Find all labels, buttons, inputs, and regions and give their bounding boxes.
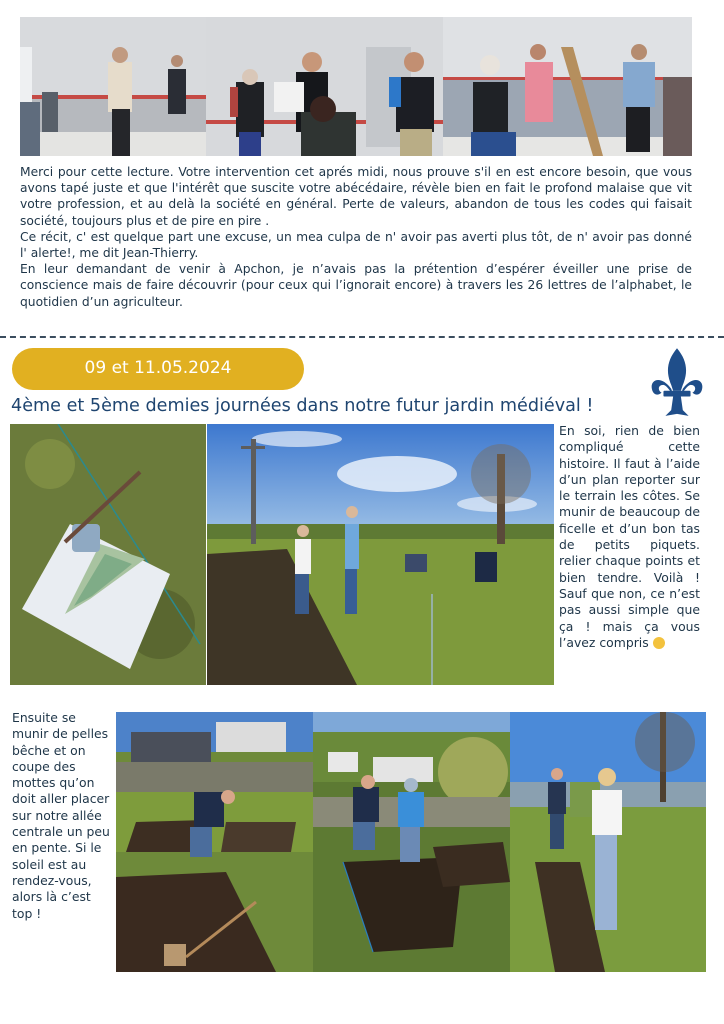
winking-face-icon: [653, 637, 665, 649]
intro-paragraph-1: Merci pour cette lecture. Votre intervention cet aprés midi, nous prouve s'il en est encore besoin, que vous avons tapé juste et que l'intérêt que suscite votre abécédaire, révèle bien en fait le profond malaise que vit votre profession, et au delà la société en général. Perte de valeurs, abandon de tous les codes qui faisait société, toujours plus et de pire en pire .: [20, 165, 692, 228]
intro-paragraph-2: Ce récit, c' est quelque part une excuse, un mea culpa de n' avoir pas averti plus tôt, de n' avoir pas donné l' alerte!, me dit Jean-Thierry.: [20, 229, 692, 261]
photo-reading-3: [443, 17, 692, 156]
section-divider: [0, 336, 724, 338]
photo-digging-3: [510, 712, 706, 972]
photo-plan-on-grass: [10, 424, 206, 685]
garden-description-text: [559, 423, 700, 651]
date-badge: [12, 348, 304, 390]
digging-description-text: Ensuite se munir de pelles bêche et on coupe des mottes qu’on doit aller placer sur notre allée centrale un peu en pente. Si le soleil est au rendez-vous, alors là c’est top !: [12, 710, 110, 921]
fleur-de-lis-icon: [648, 346, 706, 420]
photo-garden-field: [207, 424, 554, 685]
intro-text: [20, 164, 692, 310]
section-title: 4ème et 5ème demies journées dans notre futur jardin médiéval !: [11, 396, 594, 416]
photo-reading-1: [20, 17, 206, 156]
photo-digging-2: [313, 712, 510, 972]
date-label: 09 et 11.05.2024: [84, 358, 232, 378]
photo-reading-2: [206, 17, 443, 156]
garden-description: En soi, rien de bien compliqué cette histoire. Il faut à l’aide d’un plan reporter sur le terrain les côtes. Se munir de beaucoup de ficelle et d’un bon tas de petits piquets. relier chaque points et bien tendre. Voilà ! Sauf que non, ce n’est pas aussi simple que ça ! mais ça vous l’avez compris: [559, 423, 700, 650]
photo-digging-1: [116, 712, 313, 972]
intro-paragraph-3: En leur demandant de venir à Apchon, je n’avais pas la prétention d’espérer éveiller une prise de conscience mais de faire découvrir (pour ceux qui l’ignorait encore) à travers les 26 lettres de l’alphabet, le quotidien d’un agriculteur.: [20, 262, 692, 309]
